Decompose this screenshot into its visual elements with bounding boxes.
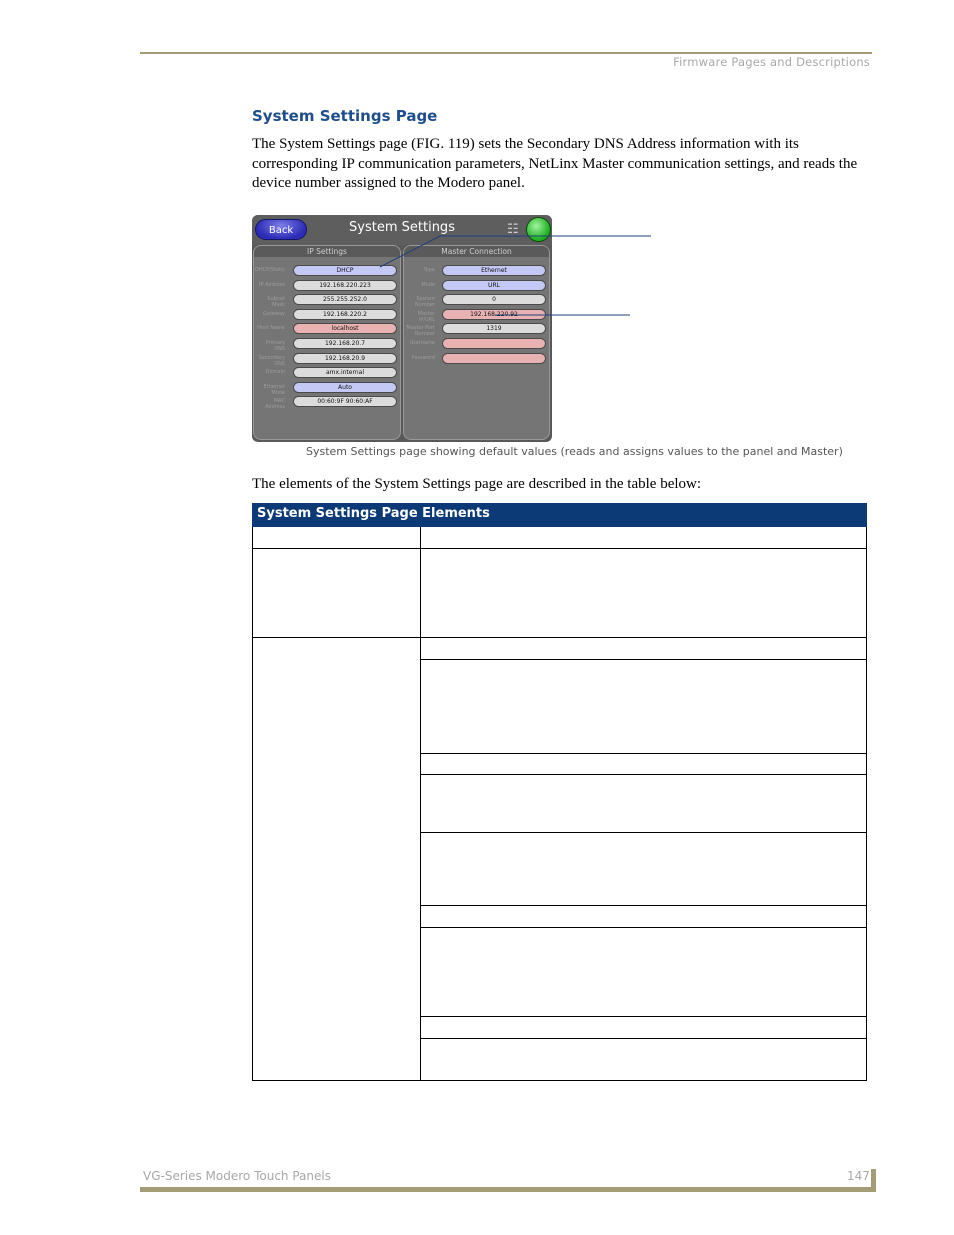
header-rule (140, 52, 872, 54)
ip-field-value[interactable]: localhost (293, 323, 397, 334)
back-button[interactable]: Back (255, 219, 307, 240)
master-field-value[interactable]: 0 (442, 294, 546, 305)
ip-field-value[interactable]: 00:60:9F 90:60:AF (293, 396, 397, 407)
table-subrow-line (420, 832, 867, 833)
ip-field-label: Gateway (262, 310, 285, 317)
master-field-label: Password (411, 354, 435, 361)
table-column-divider (420, 527, 421, 1081)
master-field-label: Mode (421, 281, 435, 288)
table-subrow-line (420, 905, 867, 906)
callout-line-lower (495, 312, 631, 318)
table-subrow-line (420, 753, 867, 754)
master-field-label: Master Port Number (406, 325, 435, 338)
ip-settings-title: IP Settings (254, 246, 400, 257)
ip-field-label: Ethernet Mode (263, 383, 285, 396)
ip-field-label: Primary DNS (265, 340, 285, 352)
ip-field-value[interactable]: Auto (293, 382, 397, 393)
callout-line-upper (380, 234, 652, 270)
master-field-label: Master IP/URL (417, 310, 435, 323)
intro-paragraph: The System Settings page (FIG. 119) sets the Secondary DNS Address information with its corresponding IP communication parameters, NetLinx Master communication settings, and reads the device number assigned to the Modero panel. (252, 136, 858, 191)
ip-field-value[interactable]: 192.168.220.2 (293, 309, 397, 320)
table-subrow-line (420, 1016, 867, 1017)
table-border-right (866, 527, 867, 1081)
running-head: Firmware Pages and Descriptions (673, 55, 870, 69)
master-field-value[interactable]: URL (442, 280, 546, 291)
elements-table (252, 503, 867, 1081)
footer-rule (140, 1187, 876, 1192)
table-subrow-line (420, 1038, 867, 1039)
ip-field-value[interactable]: 255.255.252.0 (293, 294, 397, 305)
master-field-value[interactable]: Ethernet (442, 265, 546, 276)
network-icon: ☷ (507, 222, 519, 237)
table-row-line (252, 548, 867, 549)
footer-title: VG-Series Modero Touch Panels (143, 1169, 331, 1183)
table-subrow-line (420, 659, 867, 660)
ip-field-label: Secondary DNS (258, 354, 285, 367)
ip-field-label: Host Name (257, 325, 285, 332)
master-field-label: Type (423, 267, 435, 273)
master-field-value[interactable] (442, 353, 546, 364)
table-intro: The elements of the System Settings page are described in the table below: (252, 476, 702, 492)
master-connection-panel (403, 245, 550, 440)
ip-field-value[interactable]: 192.168.20.7 (293, 338, 397, 349)
ip-field-label: DHCP/Static (255, 267, 286, 273)
ip-field-label: IP Address (259, 281, 285, 288)
master-field-label: System Number (414, 296, 435, 309)
table-border-left (252, 527, 253, 1081)
ip-field-label: Subnet Mask (267, 296, 285, 309)
table-row-line (252, 637, 867, 638)
screen-title: System Settings (349, 220, 455, 235)
ip-field-label: MAC Address (265, 398, 285, 411)
master-field-value[interactable] (442, 338, 546, 349)
page-number: 147 (847, 1169, 870, 1183)
table-subrow-line (420, 927, 867, 928)
ip-field-value[interactable]: 192.168.220.223 (293, 280, 397, 291)
ip-field-label: Domain (265, 369, 285, 376)
table-border-bottom (252, 1080, 867, 1081)
master-connection-title: Master Connection (404, 246, 549, 257)
ip-field-value[interactable]: DHCP (293, 265, 397, 276)
master-field-value[interactable]: 192.168.220.92 (442, 309, 546, 320)
ip-field-value[interactable]: amx.internal (293, 367, 397, 378)
ip-settings-panel (253, 245, 401, 440)
figure-caption: System Settings page showing default values (reads and assigns values to the panel and Master) (306, 445, 843, 458)
ip-field-value[interactable]: 192.168.20.9 (293, 353, 397, 364)
section-title: System Settings Page (252, 107, 438, 125)
master-field-value[interactable]: 1319 (442, 323, 546, 334)
master-field-label: Username (409, 340, 435, 346)
table-subrow-line (420, 774, 867, 775)
table-title: System Settings Page Elements (252, 503, 867, 527)
